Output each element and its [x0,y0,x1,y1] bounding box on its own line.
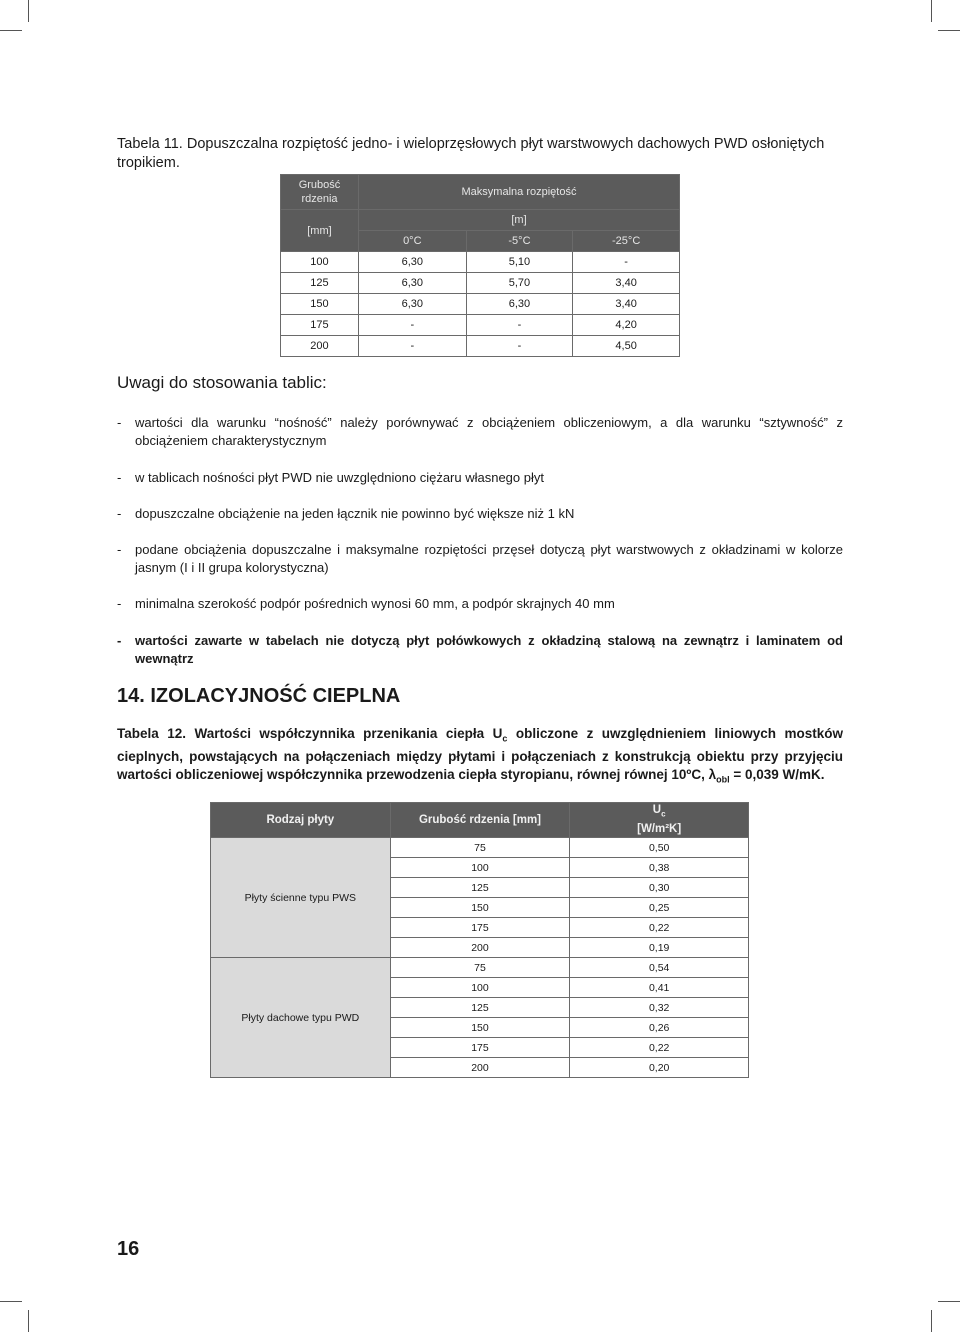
table-cell: 150 [390,1018,570,1038]
table-cell: 100 [390,978,570,998]
table-cell: 200 [281,336,359,357]
header-temp: -5°C [466,231,573,252]
note-text: wartości dla warunku “nośność” należy porównywać z obciążeniem obliczeniowym, a dla warunku “sztywność” z obciążeniem charakterystycznym [135,415,843,448]
table11-title: Tabela 11. Dopuszczalna rozpiętość jedno- i wieloprzęsłowych płyt warstwowych dachowych PWD osłoniętych tropikiem. [117,136,825,171]
header-temp: -25°C [573,231,680,252]
table-cell: 0,25 [570,898,749,918]
header-span: Maksymalna rozpiętość [358,175,679,210]
header-u-sub: c [661,809,666,819]
table-cell: 6,30 [358,294,466,315]
table12-title-sub: c [502,733,508,744]
table-cell: 100 [281,252,359,273]
table-cell: 0,22 [570,1038,749,1058]
table-cell: - [358,315,466,336]
note-dash: - [117,596,122,611]
page-number: 16 [117,1238,140,1260]
table-cell: 0,41 [570,978,749,998]
table-cell: 4,50 [573,336,680,357]
crop-mark [28,1310,29,1332]
note-text: dopuszczalne obciążenie na jeden łącznik nie powinno być większe niż 1 kN [135,506,575,521]
table-row [281,252,680,273]
header-u [570,803,749,838]
table-row [211,958,749,978]
note-item [117,595,843,613]
table-cell: 125 [281,273,359,294]
table-cell: 200 [390,1058,570,1078]
table-cell: 0,32 [570,998,749,1018]
crop-mark [938,1301,960,1302]
note-item [117,469,843,487]
table-cell: 200 [390,938,570,958]
table-cell: - [573,252,680,273]
note-item [117,505,843,523]
table-cell: 0,22 [570,918,749,938]
table-row [211,838,749,858]
header-thickness: Grubość rdzenia [mm] [390,803,570,838]
note-text: w tablicach nośności płyt PWD nie uwzględniono ciężaru własnego płyt [135,470,544,485]
note-dash: - [117,415,122,430]
table-cell: 5,70 [466,273,573,294]
table-cell: 75 [390,838,570,858]
table-row [281,336,680,357]
table-cell: 5,10 [466,252,573,273]
table12-title-part: Tabela 12. Wartości współczynnika przenikania ciepła U [117,726,503,741]
table-cell: 150 [390,898,570,918]
table-cell: 75 [390,958,570,978]
crop-mark [0,30,22,31]
table-cell: 100 [390,858,570,878]
table-cell: 175 [390,1038,570,1058]
table11 [280,174,680,357]
table-cell: - [466,315,573,336]
note-item [117,541,843,577]
crop-mark [28,0,29,22]
table12-title-part: = 0,039 W/mK. [729,766,825,782]
note-dash: - [117,633,122,648]
header-u-symbol: U [652,804,662,817]
table-cell: 6,30 [466,294,573,315]
table-cell: 0,30 [570,878,749,898]
table-cell: 6,30 [358,252,466,273]
table-cell: 175 [390,918,570,938]
header-temp: 0°C [358,231,466,252]
table12-title-sub: obl [716,774,730,785]
table-cell: - [358,336,466,357]
table-cell: 6,30 [358,273,466,294]
header-thickness-unit: [mm] [281,210,359,252]
header-span-unit: [m] [358,210,679,231]
table-cell: 125 [390,878,570,898]
note-item [117,632,843,668]
table-cell: 0,20 [570,1058,749,1078]
group-label: Płyty dachowe typu PWD [211,958,391,1078]
table12 [210,802,749,1078]
table-cell: - [466,336,573,357]
crop-mark [931,0,932,22]
table-cell: 0,50 [570,838,749,858]
crop-mark [931,1310,932,1332]
table12-title-part: obliczone z uwzględnieniem liniowych mostków cieplnych, powstających na połączeniach między płytami i połączeniach z konstrukcją obiektu przy przyjęciu wartości obliczeniowej współczynnika przewodzenia ciepła styropianu, równej równej 10ºC, λ [117,726,843,782]
note-dash: - [117,506,122,521]
table-cell: 125 [390,998,570,1018]
table-cell: 3,40 [573,294,680,315]
header-u-unit: [W/m²K] [637,822,682,835]
table-cell: 0,54 [570,958,749,978]
table-cell: 0,19 [570,938,749,958]
table-cell: 150 [281,294,359,315]
table-cell: 0,26 [570,1018,749,1038]
note-dash: - [117,470,122,485]
note-text: podane obciążenia dopuszczalne i maksymalne rozpiętości przęseł dotyczą płyt warstwowych z okładzinami w kolorze jasnym (I i II grupa kolorystyczna) [135,542,843,575]
note-text: minimalna szerokość podpór pośrednich wynosi 60 mm, a podpór skrajnych 40 mm [135,596,615,611]
table-cell: 175 [281,315,359,336]
table-cell: 4,20 [573,315,680,336]
table-cell: 0,38 [570,858,749,878]
table-cell: 3,40 [573,273,680,294]
crop-mark [938,30,960,31]
notes-heading: Uwagi do stosowania tablic: [117,373,327,392]
header-thickness: Grubość rdzenia [281,175,359,210]
note-text: wartości zawarte w tabelach nie dotyczą płyt połówkowych z okładziną stalową na zewnątrz i laminatem od wewnątrz [135,633,843,666]
table-row [281,315,680,336]
note-item [117,414,843,450]
group-label: Płyty ścienne typu PWS [211,838,391,958]
table12-title [117,725,843,788]
table-row [281,294,680,315]
crop-mark [0,1301,22,1302]
section-title: 14. IZOLACYJNOŚĆ CIEPLNA [117,685,401,707]
header-type: Rodzaj płyty [211,803,391,838]
note-dash: - [117,542,122,557]
table-row [281,273,680,294]
